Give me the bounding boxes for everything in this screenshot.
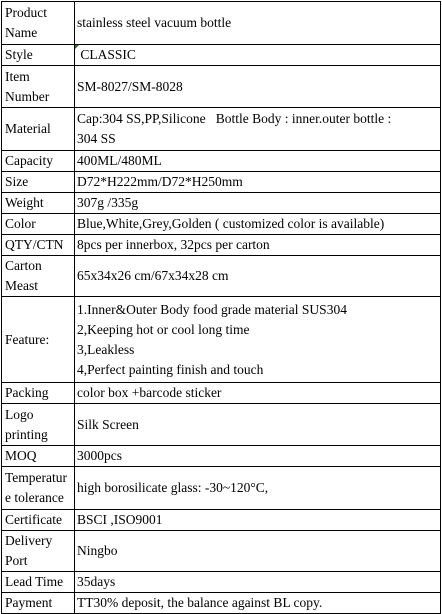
spec-row-packing [2,383,441,404]
spec-row-color [2,214,441,235]
spec-value [75,593,441,614]
product-spec-table [1,1,441,614]
spec-label: MOQ [2,446,75,467]
spec-value [75,446,441,467]
spec-value [75,531,441,572]
spec-label: Temperature tolerance [2,467,75,510]
spec-row-certificate [2,510,441,531]
spec-value-line: D72*H222mm/D72*H250mm [77,174,243,189]
spec-row-lead-time [2,572,441,593]
spec-value-line: 65x34x26 cm/67x34x28 cm [77,268,229,283]
spec-row-capacity [2,151,441,172]
spec-value-line: 35days [77,574,116,589]
spec-value [75,235,441,256]
spec-row-delivery-port [2,531,441,572]
spec-label: QTY/CTN [2,235,75,256]
spec-label: Logo printing [2,404,75,446]
spec-value-line: high borosilicate glass: -30~120°C, [77,480,269,495]
spec-value-line: 1.Inner&Outer Body food grade material SUS304 [77,301,347,317]
spec-value-line: BSCI ,ISO9001 [77,512,163,527]
spec-label: Delivery Port [2,531,75,572]
spec-value [75,256,441,297]
spec-row-feature [2,297,441,383]
spec-value [75,151,441,172]
spec-value [75,45,441,66]
spec-label: Feature: [2,297,75,383]
spec-value [75,383,441,404]
spec-row-style [2,45,441,66]
spec-value [75,108,441,151]
spec-label: Packing [2,383,75,404]
spec-table-body [2,2,441,614]
spec-row-product-name [2,2,441,45]
spec-value-line: Cap:304 SS,PP,Silicone Bottle Body : inner.outer bottle : [77,111,392,126]
spec-label: Item Number [2,66,75,108]
spec-value-line: 8pcs per innerbox, 32pcs per carton [77,237,270,252]
spec-value-line: Ningbo [77,543,118,558]
spec-row-size [2,172,441,193]
spec-value [75,297,441,383]
spec-value [75,404,441,446]
spec-value-line: stainless steel vacuum bottle [77,15,232,30]
spec-row-qty-ctn [2,235,441,256]
spec-label: Weight [2,193,75,214]
spec-label: Product Name [2,2,75,45]
spec-value-line: TT30% deposit, the balance against BL copy. [77,595,323,610]
spec-value [75,510,441,531]
spec-value-line: CLASSIC [77,47,136,62]
spec-value [75,193,441,214]
spec-label: Payment [2,593,75,614]
spec-value [75,172,441,193]
spec-label: Certificate [2,510,75,531]
spec-row-item-number [2,66,441,108]
spec-value-line: 3,Leakless [77,341,135,357]
spec-label: Lead Time [2,572,75,593]
spec-row-carton-meast [2,256,441,297]
spec-value-line: Silk Screen [77,416,139,432]
spec-row-moq [2,446,441,467]
spec-value-line: color box +barcode sticker [77,385,222,400]
spec-label: Style [2,45,75,66]
spec-label: Carton Meast [2,256,75,297]
spec-row-weight [2,193,441,214]
spec-value-line: 400ML/480ML [77,153,162,168]
spec-value [75,66,441,108]
spec-label: Material [2,108,75,151]
spec-value-line: 304 SS [77,131,116,146]
spec-value-line: Blue,White,Grey,Golden ( customized color is available) [77,216,385,231]
spec-row-material [2,108,441,151]
spec-value-line: 2,Keeping hot or cool long time [77,321,250,337]
spec-label: Capacity [2,151,75,172]
spec-value-line: 307g /335g [77,195,139,210]
spec-value-line: 4,Perfect painting finish and touch [77,361,264,377]
spec-value [75,2,441,45]
spec-value [75,214,441,235]
spec-label: Color [2,214,75,235]
spec-value [75,467,441,510]
spec-value-line: 3000pcs [77,448,122,463]
spec-row-payment [2,593,441,614]
spec-row-temperature [2,467,441,510]
spec-value [75,572,441,593]
spec-row-logo-printing [2,404,441,446]
spec-label: Size [2,172,75,193]
spec-value-line: SM-8027/SM-8028 [77,78,183,94]
